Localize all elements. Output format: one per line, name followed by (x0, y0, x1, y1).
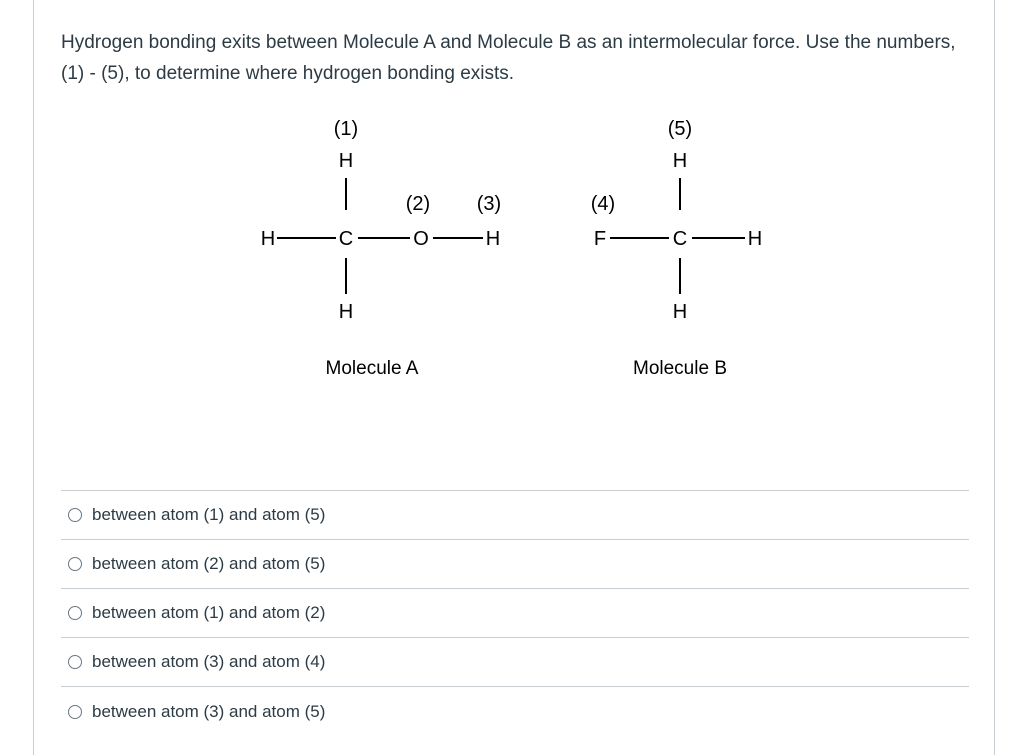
marker-4: (4) (590, 193, 616, 215)
answer-option-1[interactable] (61, 491, 969, 540)
atom-h-left-a: H (260, 228, 276, 250)
molecule-a-label: Molecule A (325, 358, 419, 379)
answer-label: between atom (3) and atom (5) (92, 701, 326, 721)
atom-f-b: F (593, 228, 607, 250)
answer-label: between atom (2) and atom (5) (92, 554, 326, 573)
molecule-b-label: Molecule B (633, 358, 727, 379)
atom-h-top-b: H (672, 150, 688, 172)
marker-2: (2) (405, 193, 431, 215)
radio-button[interactable] (68, 705, 82, 719)
radio-button[interactable] (68, 508, 82, 522)
atom-h-top-a: H (338, 150, 354, 172)
radio-button[interactable] (68, 606, 82, 620)
radio-button[interactable] (68, 557, 82, 571)
molecule-diagram (34, 0, 996, 480)
answer-label: between atom (3) and atom (4) (92, 652, 326, 671)
atom-h-bottom-b: H (672, 301, 688, 323)
answer-option-2[interactable] (61, 540, 969, 589)
atom-c-a: C (338, 228, 354, 250)
marker-3: (3) (476, 193, 502, 215)
radio-button[interactable] (68, 655, 82, 669)
answer-option-3[interactable] (61, 589, 969, 638)
answer-list (61, 490, 969, 736)
marker-1: (1) (333, 118, 359, 140)
question-card (33, 0, 995, 755)
atom-c-b: C (672, 228, 688, 250)
answer-option-5[interactable] (61, 687, 969, 736)
marker-5: (5) (667, 118, 693, 140)
answer-option-4[interactable] (61, 638, 969, 687)
atom-h-right-a: H (485, 228, 501, 250)
atom-o-a: O (413, 228, 429, 250)
answer-label: between atom (1) and atom (5) (92, 505, 326, 524)
answer-label: between atom (1) and atom (2) (92, 603, 326, 622)
atom-h-right-b: H (747, 228, 763, 250)
atom-h-bottom-a: H (338, 301, 354, 323)
question-text: Hydrogen bonding exits between Molecule A and Molecule B as an intermolecular force. Use the numbers, (1) - (5), to determine where hydrogen bonding exists. (61, 32, 956, 84)
